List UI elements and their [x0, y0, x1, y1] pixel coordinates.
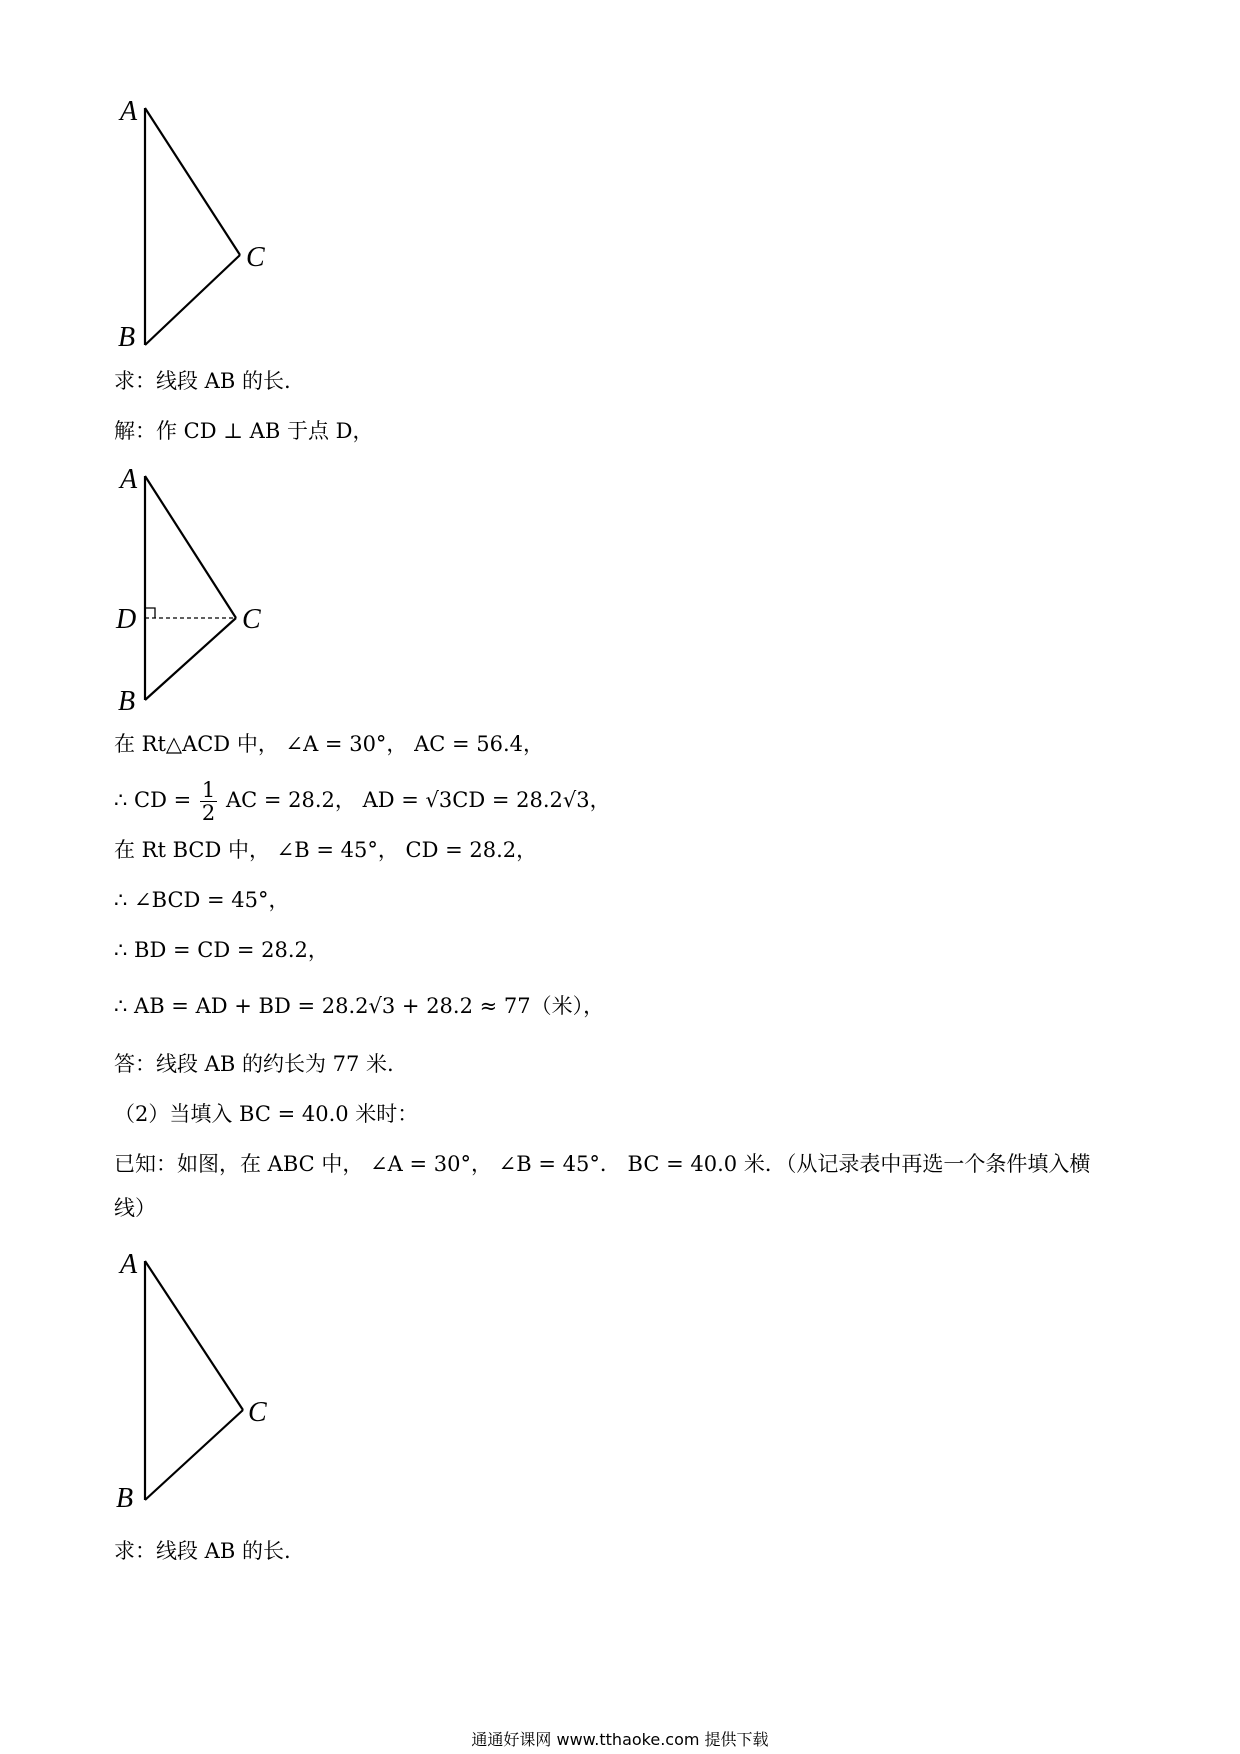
answer-line: 答：线段 AB 的约长为 77 米. [114, 1052, 394, 1076]
vertex-label-d: D [116, 604, 137, 635]
solution-line-3: 在 Rt BCD 中， ∠B = 45°， CD = 28.2， [114, 838, 538, 862]
part2-heading: （2）当填入 BC = 40.0 米时： [114, 1102, 419, 1126]
triangle-figure-1 [100, 90, 280, 353]
vertex-label-a: A [120, 464, 138, 495]
solution-line-5: ∴ BD = CD = 28.2， [114, 938, 329, 962]
line2-prefix: ∴ CD = [114, 788, 192, 812]
page-footer: 通通好课网 www.tthaoke.com 提供下载 [471, 1730, 769, 1749]
vertex-label-a: A [120, 1249, 138, 1280]
triangle-figure-3 [100, 1245, 280, 1515]
vertex-label-c: C [248, 1397, 267, 1428]
line2-suffix: AC = 28.2， AD = √3CD = 28.2√3， [225, 788, 611, 812]
solution-intro: 解：作 CD ⊥ AB 于点 D， [114, 419, 374, 443]
triangle-figure-2 [100, 458, 280, 718]
question-line: 求：线段 AB 的长. [114, 369, 291, 393]
vertex-label-a: A [120, 96, 138, 127]
fraction-denominator: 2 [201, 801, 216, 825]
vertex-label-b: B [118, 322, 136, 353]
solution-line-1: 在 Rt△ACD 中， ∠A = 30°， AC = 56.4， [114, 732, 545, 756]
given-line: 已知：如图，在 ABC 中， ∠A = 30°， ∠B = 45°． BC = 40.0 米．（从记录表中再选一个条件填入横 [114, 1152, 1091, 1176]
solution-line-2 [114, 779, 611, 824]
solution-line-6: ∴ AB = AD + BD = 28.2√3 + 28.2 ≈ 77（米）， [114, 994, 605, 1018]
question-line-2: 求：线段 AB 的长. [114, 1539, 291, 1563]
vertex-label-c: C [246, 242, 265, 273]
given-line-continued: 线） [114, 1196, 156, 1220]
fraction-numerator: 1 [201, 778, 216, 802]
fraction-one-half [200, 779, 217, 824]
vertex-label-c: C [242, 604, 261, 635]
vertex-label-b: B [118, 686, 136, 717]
solution-line-4: ∴ ∠BCD = 45°， [114, 888, 290, 912]
vertex-label-b: B [116, 1483, 134, 1514]
